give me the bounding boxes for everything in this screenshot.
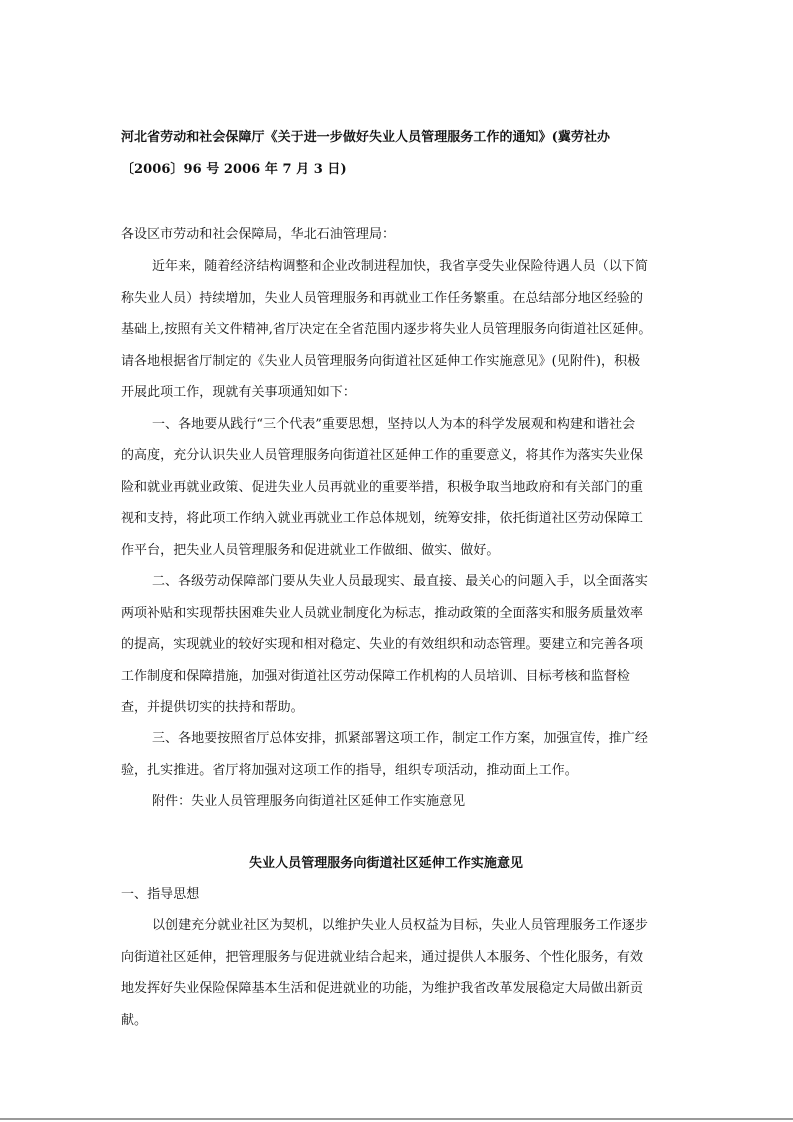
appendix-line-1: 以创建充分就业社区为契机，以维护失业人员权益为目标，失业人员管理服务工作逐步: [152, 918, 648, 933]
intro-line-3: 基础上,按照有关文件精神,省厅决定在全省范围内逐步将失业人员管理服务向街道社区延伸。: [121, 322, 652, 337]
salutation: 各设区市劳动和社会保障局，华北石油管理局：: [121, 227, 396, 242]
appendix-line-3: 地发挥好失业保险保障基本生活和促进就业的功能，为维护我省改革发展稳定大局做出新贡: [121, 981, 644, 996]
appendix-line-4: 献。: [121, 1013, 148, 1028]
appendix-line-2: 向街道社区延伸，把管理服务与促进就业结合起来，通过提供人本服务、个性化服务，有效: [121, 950, 644, 965]
section1-line-4: 视和支持，将此项工作纳入就业再就业工作总体规划，统筹安排，依托街道社区劳动保障工: [121, 511, 644, 526]
document-title-line-1: 河北省劳动和社会保障厅《关于进一步做好失业人员管理服务工作的通知》(冀劳社办: [121, 130, 611, 145]
page-bottom-divider: [0, 1118, 793, 1120]
intro-line-4: 请各地根据省厅制定的《失业人员管理服务向街道社区延伸工作实施意见》(见附件)，积极: [121, 354, 641, 369]
section1-line-1: 一、各地要从践行“三个代表”重要思想，坚持以人为本的科学发展观和构建和谐社会: [152, 417, 636, 432]
section2-line-3: 的提高，实现就业的较好实现和相对稳定、失业的有效组织和动态管理。要建立和完善各项: [121, 637, 644, 652]
section2-line-1: 二、各级劳动保障部门要从失业人员最现实、最直接、最关心的问题入手，以全面落实: [152, 574, 648, 589]
appendix-title: 失业人员管理服务向街道社区延伸工作实施意见: [249, 856, 524, 871]
section2-line-4: 工作制度和保障措施，加强对街道社区劳动保障工作机构的人员培训、目标考核和监督检: [121, 669, 630, 684]
document-title-line-2: 〔2006〕96 号 2006 年 7 月 3 日): [121, 162, 347, 177]
section1-line-3: 险和就业再就业政策、促进失业人员再就业的重要举措，积极争取当地政府和有关部门的重: [121, 480, 644, 495]
intro-line-5: 开展此项工作，现就有关事项通知如下：: [121, 385, 356, 400]
section1-line-5: 作平台，把失业人员管理服务和促进就业工作做细、做实、做好。: [121, 543, 500, 558]
section3-line-1: 三、各地要按照省厅总体安排，抓紧部署这项工作，制定工作方案，加强宣传，推广经: [152, 731, 648, 746]
section2-line-5: 查，并提供切实的扶持和帮助。: [121, 700, 304, 715]
section1-line-2: 的高度，充分认识失业人员管理服务向街道社区延伸工作的重要意义，将其作为落实失业保: [121, 448, 644, 463]
attachment-note: 附件：失业人员管理服务向街道社区延伸工作实施意见: [152, 794, 466, 809]
intro-line-2: 称失业人员）持续增加，失业人员管理服务和再就业工作任务繁重。在总结部分地区经验的: [121, 291, 644, 306]
section3-line-2: 验，扎实推进。省厅将加强对这项工作的指导，组织专项活动，推动面上工作。: [121, 763, 578, 778]
section2-line-2: 两项补贴和实现帮扶困难失业人员就业制度化为标志，推动政策的全面落实和服务质量效率: [121, 606, 644, 621]
appendix-heading: 一、指导思想: [121, 887, 200, 902]
intro-line-1: 近年来，随着经济结构调整和企业改制进程加快，我省享受失业保险待遇人员（以下简: [152, 259, 648, 274]
